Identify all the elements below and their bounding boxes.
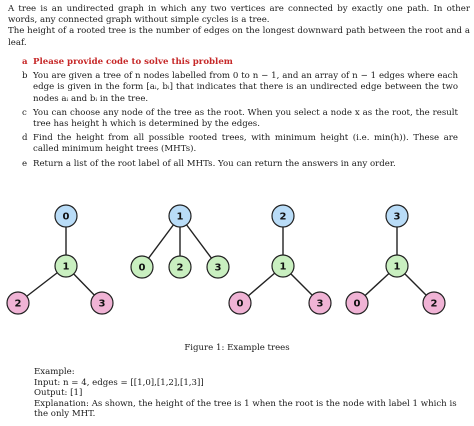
- list-marker: e: [22, 158, 28, 169]
- tree-node-label: 0: [138, 262, 146, 274]
- tree-node-label: 3: [393, 211, 401, 223]
- tree-node-label: 2: [430, 298, 438, 310]
- intro-height-definition: The height of a rooted tree is the number of edges on the longest downward path between the root and a leaf.: [8, 26, 470, 48]
- tree-node-label: 2: [279, 211, 287, 223]
- tree-node-label: 2: [14, 298, 22, 310]
- list-marker: c: [22, 107, 27, 118]
- list-item-text: Find the height from all possible rooted trees, with minimum height (i.e. min(h)). These are called minimum height trees (MHTs).: [33, 133, 458, 155]
- list-item: [22, 159, 458, 170]
- example-tree-1: [7, 205, 113, 314]
- tree-node-label: 1: [176, 211, 184, 223]
- tree-node-label: 0: [353, 298, 361, 310]
- example-tree-4: [346, 205, 445, 314]
- example-explanation: Explanation: As shown, the height of the tree is 1 when the root is the node with label 1 which is the only MHT.: [34, 398, 457, 420]
- list-item: [22, 57, 458, 68]
- problem-list: [22, 57, 458, 173]
- example-output: Output: [1]: [34, 388, 83, 399]
- example-tree-3: [229, 205, 331, 314]
- example-input: Input: n = 4, edges = [[1,0],[1,2],[1,3]]: [34, 377, 204, 388]
- tree-node-label: 1: [62, 261, 70, 273]
- list-item: [22, 71, 458, 105]
- list-item: [22, 133, 458, 155]
- tree-node-label: 3: [214, 262, 222, 274]
- list-item-text: Return a list of the root label of all MHTs. You can return the answers in any order.: [33, 158, 396, 169]
- tree-node-label: 3: [316, 298, 324, 310]
- example-block: [34, 367, 464, 420]
- intro-tree-definition: A tree is an undirected graph in which any two vertices are connected by exactly one path. In other words, any connected graph without simple cycles is a tree.: [8, 4, 470, 26]
- example-tree-2: [131, 205, 229, 278]
- tree-node-label: 0: [62, 211, 70, 223]
- tree-node-label: 1: [279, 261, 287, 273]
- list-marker: d: [22, 133, 28, 144]
- list-item-text: You can choose any node of the tree as the root. When you select a node x as the root, the result tree has height h which is determined by the edges.: [33, 107, 458, 130]
- example-trees-figure: [0, 196, 474, 340]
- list-item-text: Please provide code to solve this problem: [33, 57, 233, 67]
- list-item-text: You are given a tree of n nodes labelled from 0 to n − 1, and an array of n − 1 edges where each edge is given in the form [aᵢ, bᵢ] that indicates that there is an undirected edge between the two nodes aᵢ and bᵢ in the tree.: [33, 71, 458, 104]
- tree-node-label: 3: [98, 298, 106, 310]
- tree-node-label: 1: [393, 261, 401, 273]
- list-item: [22, 108, 458, 130]
- intro-paragraph: [8, 4, 470, 49]
- list-marker: b: [22, 71, 28, 82]
- tree-node-label: 2: [176, 262, 184, 274]
- tree-node-label: 0: [236, 298, 244, 310]
- figure-caption: Figure 1: Example trees: [184, 343, 290, 353]
- example-heading: Example:: [34, 367, 75, 377]
- list-marker: a: [22, 57, 28, 67]
